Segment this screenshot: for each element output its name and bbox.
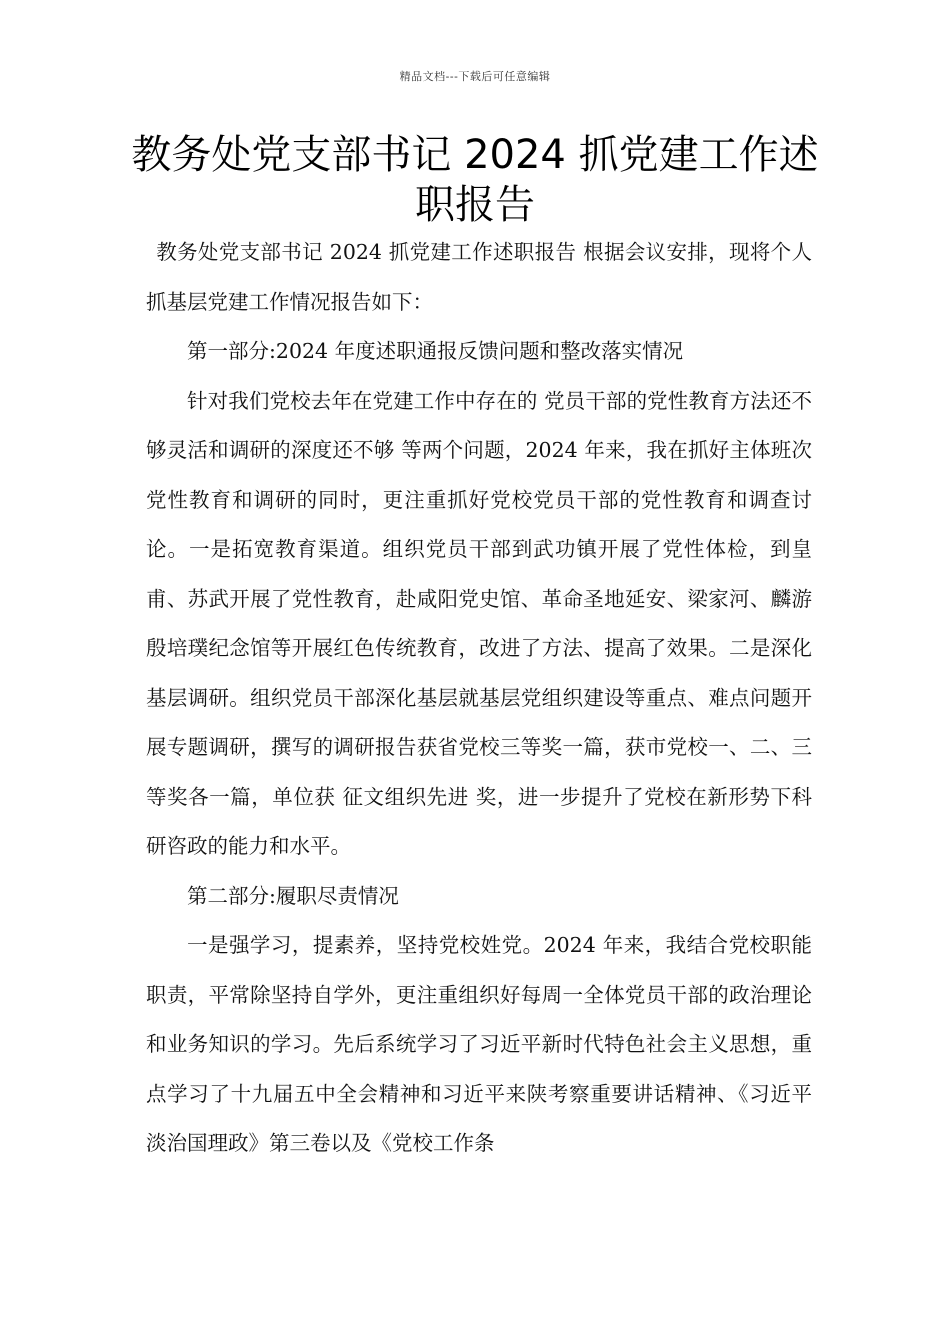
page-header: 精品文档---下载后可任意编辑 [399,70,551,83]
title-line-1: 教务处党支部书记 2024 抓党建工作述 [131,132,819,178]
body-paragraph-2: 一是强学习，提素养，坚持党校姓党。2024 年来，我结合党校职能职责，平常除坚持自学外，更注重组织好每周一全体党员干部的政治理论和业务知识的学习。先后系统学习了习近平新时代特色社会主义思想，重点学习了十九届五中全会精神和习近平来陕考察重要讲话精神、《习近平淡治国理政》第三卷以及《党校工作条 [146,933,812,1155]
intro-paragraph: 教务处党支部书记 2024 抓党建工作述职报告 根据会议安排，现将个人抓基层党建工作情况报告如下： [146,240,812,314]
body-paragraph-1: 针对我们党校去年在党建工作中存在的 党员干部的党性教育方法还不够灵活和调研的深度还不够 等两个问题，2024 年来，我在抓好主体班次党性教育和调研的同时，更注重抓好党校党员干部的党性教育和调查讨论。一是拓宽教育渠道。组织党员干部到武功镇开展了党性体检，到皇甫、苏武开展了党性教育，赴咸阳党史馆、革命圣地延安、梁家河、麟游殷培璞纪念馆等开展红色传统教育，改进了方法、提高了效果。二是深化基层调研。组织党员干部深化基层就基层党组织建设等重点、难点问题开展专题调研，撰写的调研报告获省党校三等奖一篇，获市党校一、二、三等奖各一篇，单位获 征文组织先进 奖，进一步提升了党校在新形势下科研咨政的能力和水平。 [146,388,812,858]
section-heading-2: 第二部分:履职尽责情况 [187,883,399,908]
document-title [110,130,840,230]
document-body [146,228,812,1169]
title-line-2: 职报告 [415,182,535,228]
section-heading-1: 第一部分:2024 年度述职通报反馈问题和整改落实情况 [187,339,684,363]
